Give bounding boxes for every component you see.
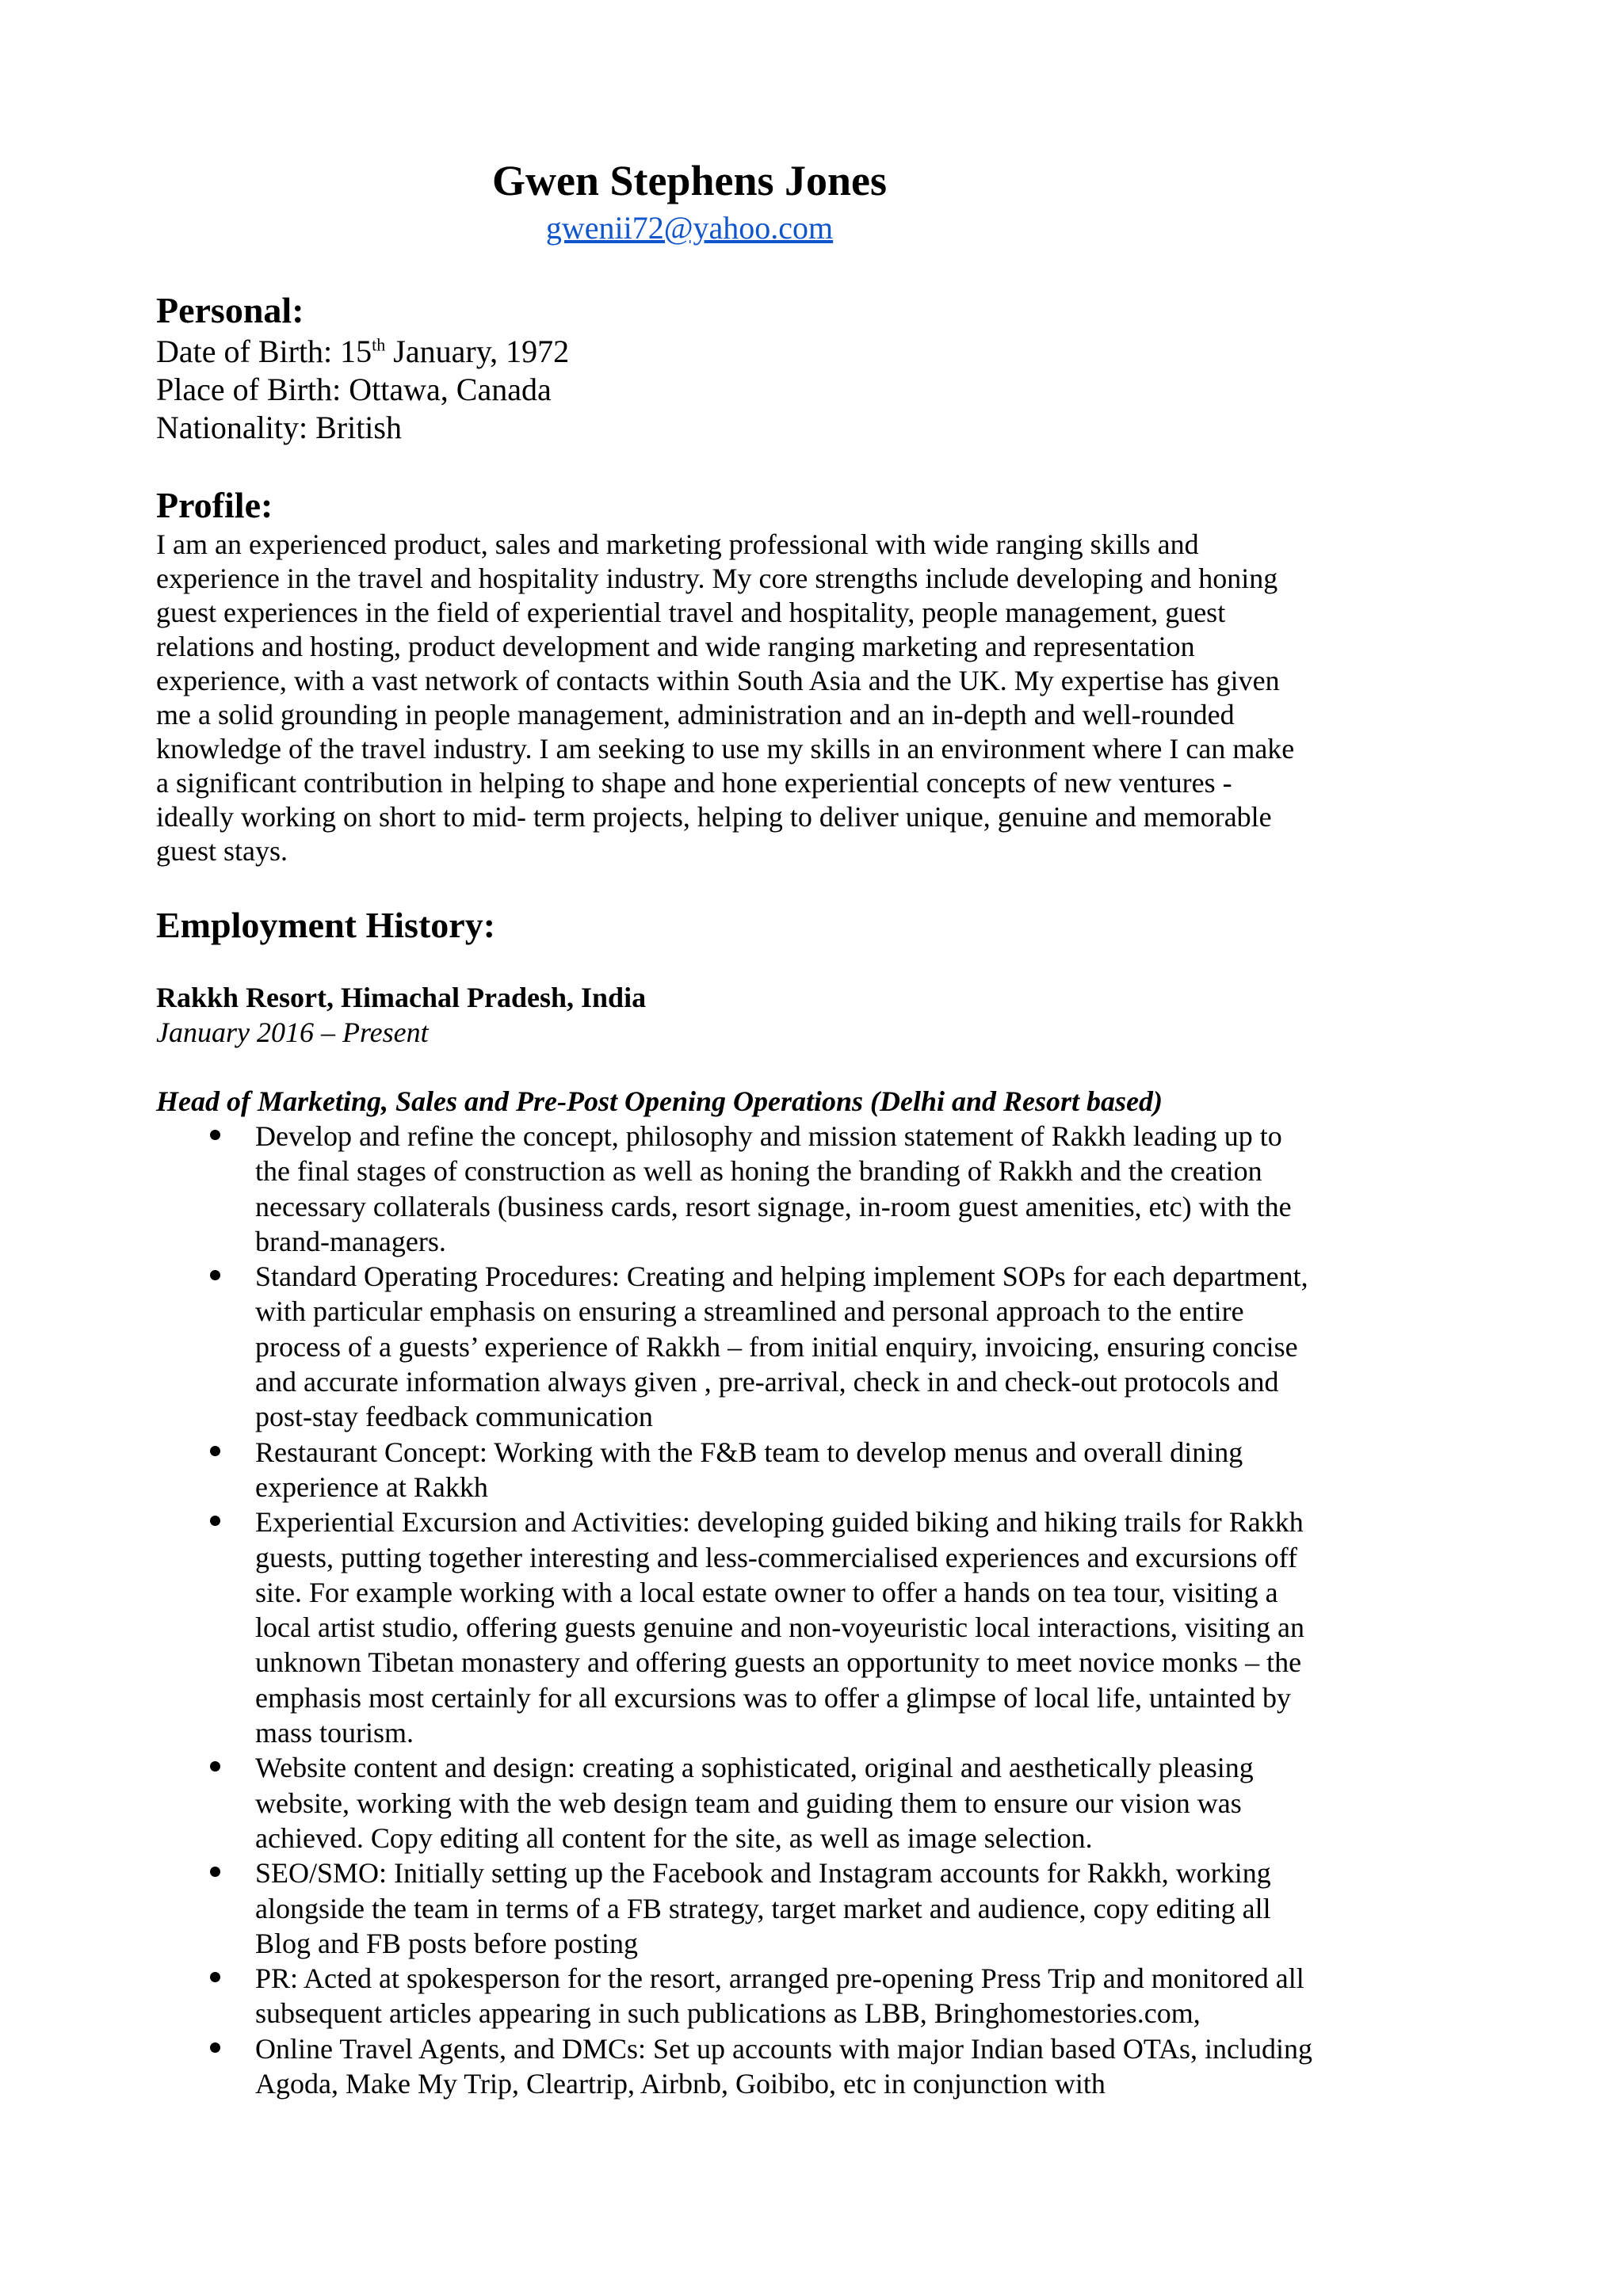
- bullet-icon: [210, 1130, 220, 1140]
- bullet-icon: [210, 1516, 220, 1526]
- bullet-icon: [210, 1867, 220, 1877]
- email-link[interactable]: gwenii72@yahoo.com: [545, 210, 834, 246]
- list-item: PR: Acted at spokesperson for the resort, arranged pre-opening Press Trip and monitored all subsequent articles appearing in such publications as LBB, Bringhomestories.com,: [156, 1961, 1313, 2031]
- bullet-icon: [210, 1446, 220, 1456]
- list-item: Online Travel Agents, and DMCs: Set up accounts with major Indian based OTAs, including Agoda, Make My Trip, Cleartrip, Airbnb, Goibibo, etc in conjunction with: [156, 2031, 1313, 2102]
- job-responsibilities: [156, 1119, 1313, 2101]
- list-item: Restaurant Concept: Working with the F&B team to develop menus and overall dining experience at Rakkh: [156, 1435, 1313, 1505]
- list-item: Develop and refine the concept, philosophy and mission statement of Rakkh leading up to the final stages of construction as well as honing the branding of Rakkh and the creation necessary collaterals (business cards, resort signage, in-room guest amenities, etc) with the brand-managers.: [156, 1119, 1313, 1259]
- job-dates: January 2016 – Present: [156, 1016, 429, 1048]
- employment-heading: Employment History:: [156, 905, 496, 945]
- list-item: SEO/SMO: Initially setting up the Facebook and Instagram accounts for Rakkh, working alongside the team in terms of a FB strategy, target market and audience, copy editing all Blog and FB posts before posting: [156, 1855, 1313, 1961]
- date-of-birth: Date of Birth: 15th January, 1972: [156, 334, 570, 369]
- job-company: Rakkh Resort, Himachal Pradesh, India: [156, 982, 647, 1013]
- bullet-icon: [210, 1270, 220, 1280]
- job-role: Head of Marketing, Sales and Pre-Post Opening Operations (Delhi and Resort based): [156, 1085, 1163, 1117]
- bullet-icon: [210, 1972, 220, 1982]
- profile-text: I am an experienced product, sales and marketing professional with wide ranging skills and experience in the travel and hospitality industry. My core strengths include developing and honing guest experiences in the field of experiential travel and hospitality, people management, guest relations and hosting, product development and wide ranging marketing and representation experience, with a vast network of contacts within South Asia and the UK. My expertise has given me a solid grounding in people management, administration and an in-depth and well-rounded knowledge of the travel industry. I am seeking to use my skills in an environment where I can make a significant contribution in helping to shape and hone experiential concepts of new ventures - ideally working on short to mid- term projects, helping to deliver unique, genuine and memorable guest stays.: [156, 528, 1295, 867]
- personal-heading: Personal:: [156, 290, 304, 330]
- list-item: Standard Operating Procedures: Creating and helping implement SOPs for each department, with particular emphasis on ensuring a streamlined and personal approach to the entire process of a guests’ experience of Rakkh – from initial enquiry, invoicing, ensuring concise and accurate information always given , pre-arrival, check in and check-out protocols and post-stay feedback communication: [156, 1259, 1313, 1434]
- profile-heading: Profile:: [156, 485, 273, 525]
- nationality: Nationality: British: [156, 410, 402, 445]
- place-of-birth: Place of Birth: Ottawa, Canada: [156, 372, 552, 407]
- ordinal-suffix: th: [372, 334, 386, 355]
- personal-section: [156, 288, 569, 447]
- bullet-icon: [210, 2042, 220, 2053]
- list-item: Experiential Excursion and Activities: developing guided biking and hiking trails for Rakkh guests, putting together interesting and less-commercialised experiences and excursions off site. For example working with a local estate owner to offer a hands on tea tour, visiting a local artist studio, offering guests genuine and non-voyeuristic local interactions, visiting an unknown Tibetan monastery and offering guests an opportunity to meet novice monks – the emphasis most certainly for all excursions was to offer a glimpse of local life, untainted by mass tourism.: [156, 1505, 1313, 1750]
- resume-header: [0, 154, 1379, 249]
- candidate-name: Gwen Stephens Jones: [491, 157, 888, 204]
- bullet-icon: [210, 1761, 220, 1772]
- list-item: Website content and design: creating a sophisticated, original and aesthetically pleasing website, working with the web design team and guiding them to ensure our vision was achieved. Copy editing all content for the site, as well as image selection.: [156, 1750, 1313, 1855]
- employment-section: [156, 903, 495, 948]
- job-entry: [156, 980, 1313, 2101]
- profile-section: [156, 483, 1313, 868]
